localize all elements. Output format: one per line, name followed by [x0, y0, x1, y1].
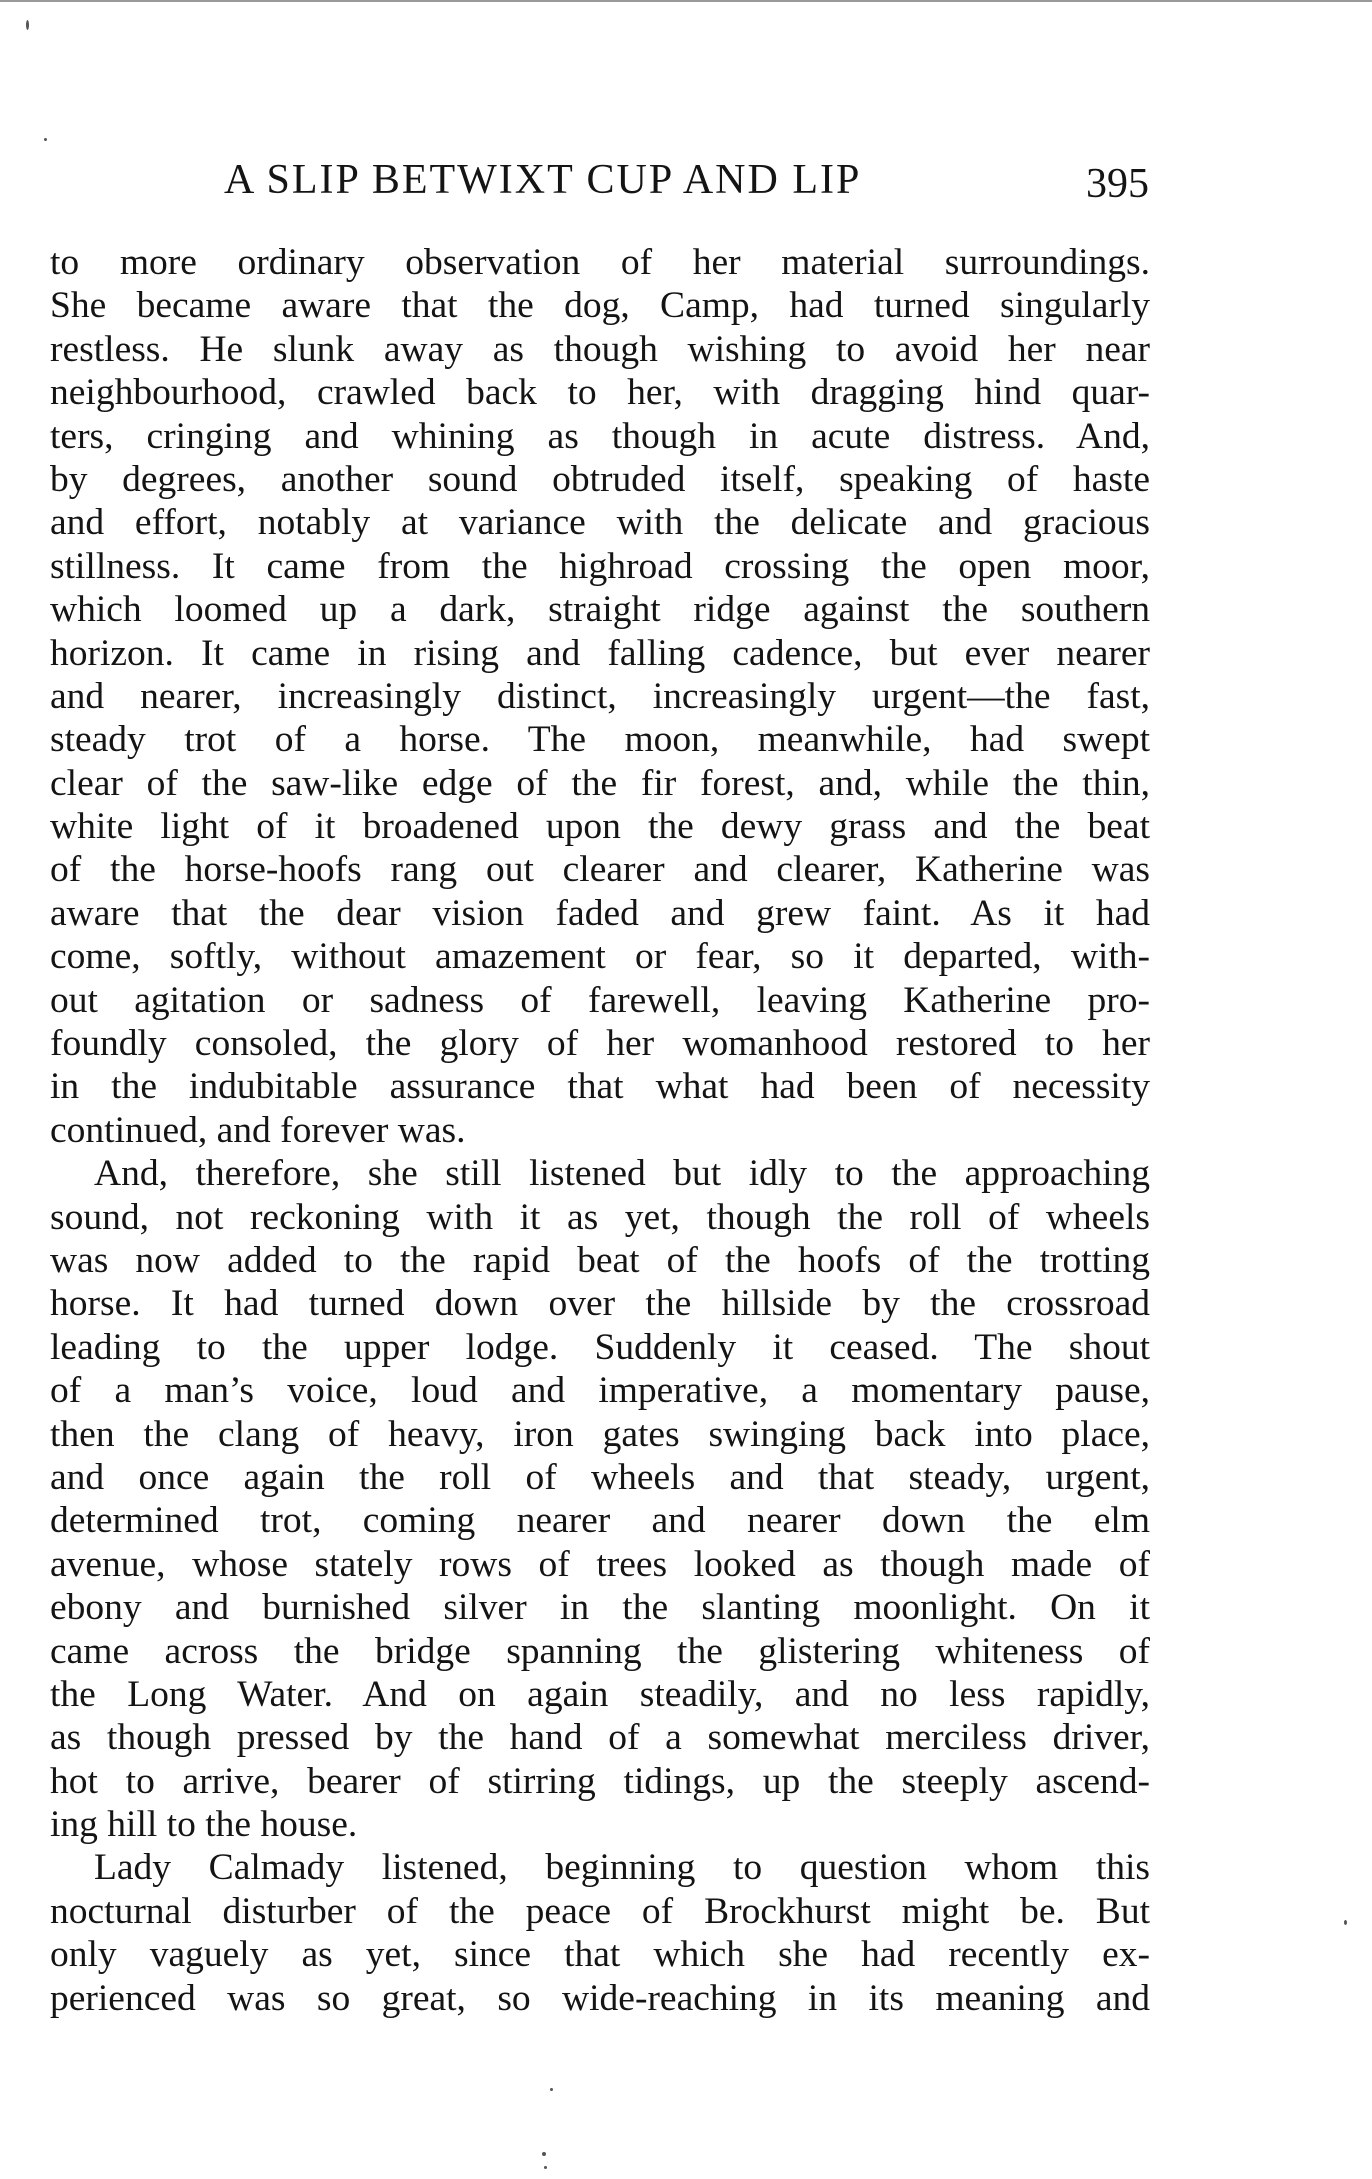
- text-line: then the clang of heavy, iron gates swinging back into place,: [50, 1413, 1150, 1455]
- text-line: clear of the saw-like edge of the fir forest, and, while the thin,: [50, 762, 1150, 804]
- paragraph-start-line: And, therefore, she still listened but idly to the approaching: [94, 1153, 1150, 1195]
- text-line: come, softly, without amazement or fear, so it departed, with-: [50, 936, 1150, 978]
- text-line: nocturnal disturber of the peace of Brockhurst might be. But: [50, 1890, 1150, 1932]
- running-title: A SLIP BETWIXT CUP AND LIP: [224, 157, 862, 203]
- text-line: avenue, whose stately rows of trees looked as though made of: [50, 1543, 1150, 1585]
- text-line: determined trot, coming nearer and nearer down the elm: [50, 1500, 1150, 1542]
- text-line: of a man’s voice, loud and imperative, a momentary pause,: [50, 1370, 1150, 1412]
- text-line: and effort, notably at variance with the delicate and gracious: [50, 502, 1150, 544]
- body-text: [50, 241, 1150, 2020]
- text-line: as though pressed by the hand of a somewhat merciless driver,: [50, 1717, 1150, 1759]
- text-line: only vaguely as yet, since that which she had recently ex-: [50, 1934, 1150, 1976]
- paragraph-start-line: Lady Calmady listened, beginning to question whom this: [94, 1847, 1150, 1889]
- text-line: leading to the upper lodge. Suddenly it ceased. The shout: [50, 1326, 1150, 1368]
- text-line: foundly consoled, the glory of her womanhood restored to her: [50, 1023, 1150, 1065]
- text-line: sound, not reckoning with it as yet, though the roll of wheels: [50, 1196, 1150, 1238]
- scan-speck: [542, 2152, 546, 2156]
- scan-top-edge: [0, 0, 1372, 2]
- text-line: by degrees, another sound obtruded itself, speaking of haste: [50, 458, 1150, 500]
- paragraph-end-line: ing hill to the house.: [50, 1804, 358, 1846]
- page-number: 395: [1086, 161, 1149, 207]
- text-line: of the horse-hoofs rang out clearer and clearer, Katherine was: [50, 849, 1150, 891]
- scan-speck: [550, 2088, 553, 2091]
- text-line: She became aware that the dog, Camp, had turned singularly: [50, 285, 1150, 327]
- text-line: in the indubitable assurance that what had been of necessity: [50, 1066, 1150, 1108]
- text-line: was now added to the rapid beat of the hoofs of the trotting: [50, 1239, 1150, 1281]
- text-line: to more ordinary observation of her material surroundings.: [50, 242, 1150, 283]
- text-line: which loomed up a dark, straight ridge against the southern: [50, 589, 1150, 631]
- text-line: ters, cringing and whining as though in acute distress. And,: [50, 415, 1150, 457]
- text-line: and once again the roll of wheels and that steady, urgent,: [50, 1456, 1150, 1498]
- text-line: aware that the dear vision faded and grew faint. As it had: [50, 892, 1150, 934]
- text-line: neighbourhood, crawled back to her, with dragging hind quar-: [50, 372, 1150, 414]
- text-line: horizon. It came in rising and falling cadence, but ever nearer: [50, 632, 1150, 674]
- scan-speck: [26, 20, 29, 30]
- scan-speck: [1344, 1920, 1347, 1925]
- text-line: restless. He slunk away as though wishing to avoid her near: [50, 328, 1150, 370]
- text-line: came across the bridge spanning the glistering whiteness of: [50, 1630, 1150, 1672]
- running-head: [0, 150, 1372, 210]
- text-line: ebony and burnished silver in the slanting moonlight. On it: [50, 1587, 1150, 1629]
- paragraph-end-line: continued, and forever was.: [50, 1109, 466, 1151]
- text-line: and nearer, increasingly distinct, increasingly urgent—the fast,: [50, 675, 1150, 717]
- text-line: horse. It had turned down over the hillside by the crossroad: [50, 1283, 1150, 1325]
- scan-speck: [544, 2166, 547, 2169]
- scan-speck: [44, 138, 47, 141]
- text-line: the Long Water. And on again steadily, and no less rapidly,: [50, 1673, 1150, 1715]
- text-line: stillness. It came from the highroad crossing the open moor,: [50, 545, 1150, 587]
- text-line: perienced was so great, so wide-reaching in its meaning and: [50, 1977, 1150, 2019]
- text-line: out agitation or sadness of farewell, leaving Katherine pro-: [50, 979, 1150, 1021]
- text-line: steady trot of a horse. The moon, meanwhile, had swept: [50, 719, 1150, 761]
- text-line: hot to arrive, bearer of stirring tidings, up the steeply ascend-: [50, 1760, 1150, 1802]
- text-line: white light of it broadened upon the dewy grass and the beat: [50, 806, 1150, 848]
